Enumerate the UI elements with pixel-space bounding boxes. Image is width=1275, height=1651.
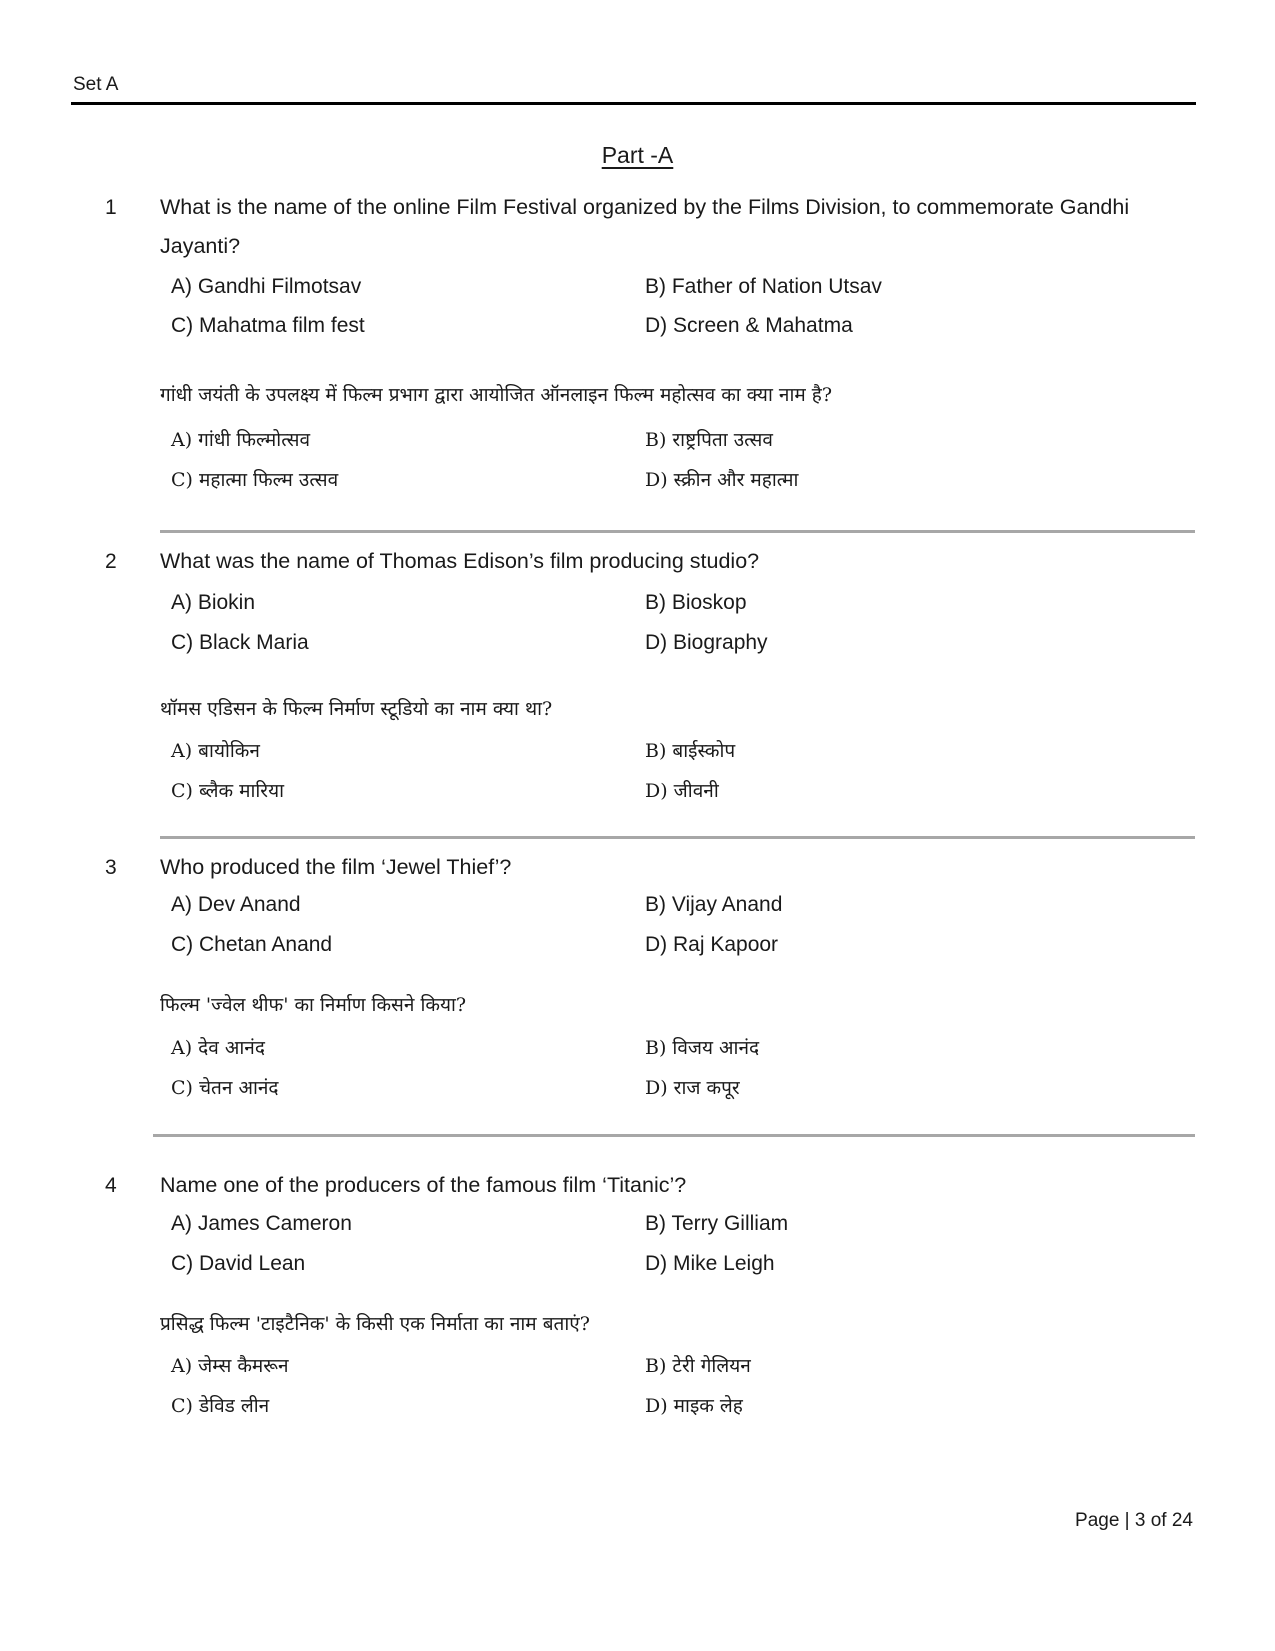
question-2-number: 2 [105,550,117,573]
question-2-option-a-hi: A) बायोकिन [171,740,260,762]
question-1-text-en: What is the name of the online Film Festival organized by the Films Division, to commemorate Gandhi Jayanti? [160,195,1130,258]
question-2-option-c-hi: C) ब्लैक मारिया [171,780,285,802]
question-separator [160,530,1195,533]
question-4-text-en: Name one of the producers of the famous film ‘Titanic’? [160,1173,687,1197]
question-4-text-hi: प्रसिद्ध फिल्म 'टाइटैनिक' के किसी एक निर्माता का नाम बताएं? [160,1313,590,1335]
question-2-option-b-hi: B) बाईस्कोप [645,740,736,762]
question-2-text-hi: थॉमस एडिसन के फिल्म निर्माण स्टूडियो का नाम क्या था? [160,698,553,720]
question-2-option-a-en: A) Biokin [171,591,256,614]
question-4-option-d-en: D) Mike Leigh [645,1252,775,1275]
question-3-option-a-en: A) Dev Anand [171,893,301,916]
question-3-option-d-en: D) Raj Kapoor [645,933,779,956]
question-4-option-a-hi: A) जेम्स कैमरून [171,1355,289,1377]
question-4-option-d-hi: D) माइक लेह [645,1395,743,1417]
question-4-option-c-en: C) David Lean [171,1252,306,1275]
question-1-number: 1 [105,196,117,219]
question-1-option-d-en: D) Screen & Mahatma [645,314,853,337]
part-title: Part -A [601,142,674,168]
question-3-text-en: Who produced the film ‘Jewel Thief’? [160,855,512,879]
question-2-option-d-en: D) Biography [645,631,768,654]
question-4-option-b-hi: B) टेरी गेलियन [645,1355,751,1377]
question-1-option-c-en: C) Mahatma film fest [171,314,365,337]
question-3-option-c-en: C) Chetan Anand [171,933,333,956]
header-rule [71,102,1196,105]
question-1-option-c-hi: C) महात्मा फिल्म उत्सव [171,469,339,491]
question-1-option-a-en: A) Gandhi Filmotsav [171,275,362,298]
question-3-option-b-hi: B) विजय आनंद [645,1037,760,1059]
set-label: Set A [73,74,119,95]
question-1-text-hi: गांधी जयंती के उपलक्ष्य में फिल्म प्रभाग द्वारा आयोजित ऑनलाइन फिल्म महोत्सव का क्या नाम है? [160,384,833,406]
question-4-option-a-en: A) James Cameron [171,1212,352,1235]
question-3-option-d-hi: D) राज कपूर [645,1077,740,1099]
question-3-option-c-hi: C) चेतन आनंद [171,1077,279,1099]
question-4-number: 4 [105,1174,117,1197]
question-separator [160,836,1195,839]
question-separator [153,1134,1195,1137]
page-number: Page | 3 of 24 [1075,1510,1193,1531]
question-3-option-b-en: B) Vijay Anand [645,893,783,916]
question-1-option-b-hi: B) राष्ट्रपिता उत्सव [645,429,773,451]
question-2-option-c-en: C) Black Maria [171,631,309,654]
question-3-option-a-hi: A) देव आनंद [171,1037,265,1059]
question-1-option-a-hi: A) गांधी फिल्मोत्सव [171,429,311,451]
question-2-option-b-en: B) Bioskop [645,591,747,614]
question-4-option-b-en: B) Terry Gilliam [645,1212,789,1235]
question-3-number: 3 [105,856,117,879]
question-2-text-en: What was the name of Thomas Edison’s film producing studio? [160,549,760,573]
question-1-option-b-en: B) Father of Nation Utsav [645,275,882,298]
question-2-option-d-hi: D) जीवनी [645,780,719,802]
question-1-option-d-hi: D) स्क्रीन और महात्मा [645,469,799,491]
question-4-option-c-hi: C) डेविड लीन [171,1395,270,1417]
question-3-text-hi: फिल्म 'ज्वेल थीफ' का निर्माण किसने किया? [160,994,467,1016]
